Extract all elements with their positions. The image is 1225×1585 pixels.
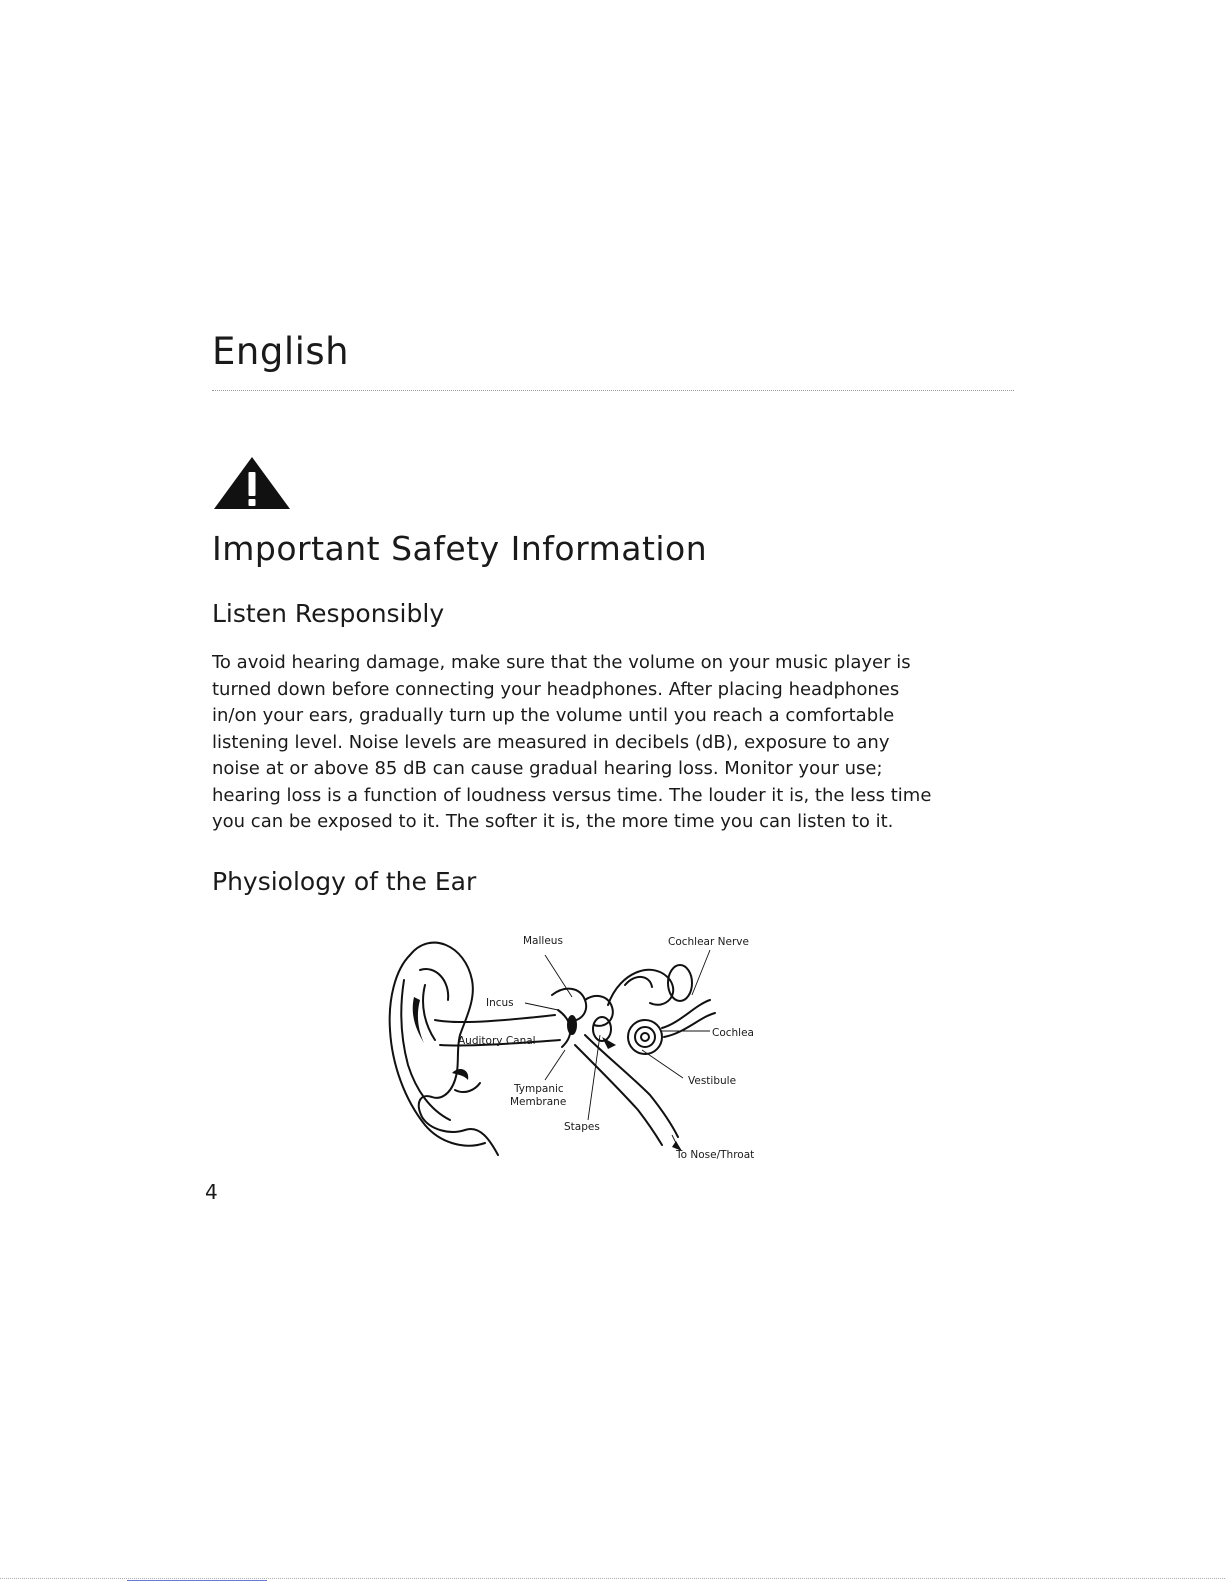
footer-divider (0, 1578, 1225, 1579)
page-title: Important Safety Information (212, 529, 708, 568)
paragraph-line: noise at or above 85 dB can cause gradual hearing loss. Monitor your use; (212, 758, 883, 779)
label-malleus: Malleus (523, 935, 563, 947)
label-tympanic-membrane: Tympanic (514, 1083, 564, 1095)
label-nose-throat: To Nose/Throat (676, 1149, 755, 1161)
label-tympanic-membrane-line2: Membrane (510, 1096, 567, 1108)
listen-responsibly-heading: Listen Responsibly (212, 599, 445, 628)
label-incus: Incus (486, 997, 514, 1009)
section-heading: English (212, 330, 350, 373)
label-cochlea: Cochlea (712, 1027, 754, 1039)
listen-responsibly-paragraph (212, 650, 1012, 836)
paragraph-line: listening level. Noise levels are measured in decibels (dB), exposure to any (212, 731, 890, 753)
ear-anatomy-diagram (380, 925, 780, 1165)
paragraph-line: you can be exposed to it. The softer it is, the more time you can listen to it. (212, 811, 894, 832)
warning-triangle-icon (212, 455, 292, 511)
footer-link-underline (127, 1580, 267, 1581)
label-stapes: Stapes (564, 1121, 600, 1133)
label-vestibule: Vestibule (688, 1075, 737, 1087)
paragraph-line: hearing loss is a function of loudness versus time. The louder it is, the less time (212, 784, 932, 806)
paragraph-line: turned down before connecting your headphones. After placing headphones (212, 678, 900, 700)
page-number: 4 (205, 1180, 218, 1204)
label-auditory-canal: Auditory Canal (458, 1035, 536, 1047)
paragraph-line: To avoid hearing damage, make sure that the volume on your music player is (212, 652, 911, 673)
section-divider (212, 390, 1014, 391)
paragraph-line: in/on your ears, gradually turn up the volume until you reach a comfortable (212, 705, 895, 726)
physiology-heading: Physiology of the Ear (212, 867, 477, 896)
label-cochlear-nerve: Cochlear Nerve (668, 936, 749, 948)
